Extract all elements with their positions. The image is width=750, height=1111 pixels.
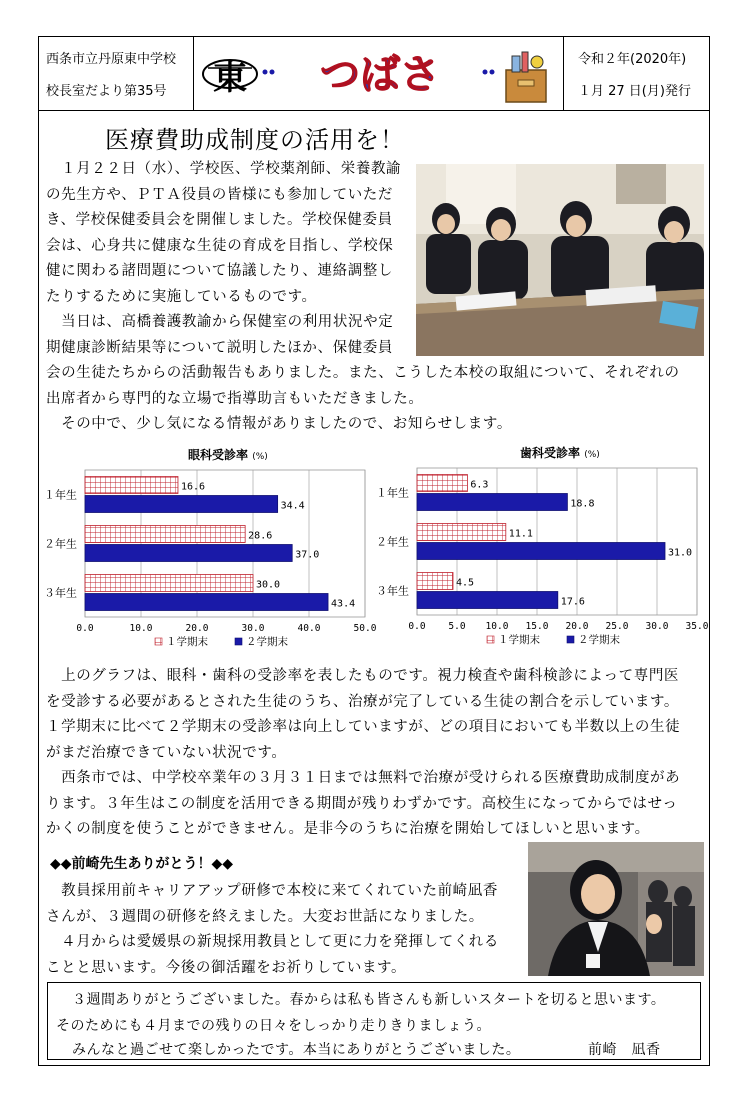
chart2-title — [520, 444, 600, 461]
chart2-unit: (%) — [584, 450, 600, 460]
school-name: 西条市立丹原東中学校 — [46, 52, 177, 67]
category-label: ２年生 — [376, 535, 409, 549]
chart1-title — [188, 446, 268, 463]
x-tick-label: 20.0 — [565, 621, 589, 632]
article-title: 医療費助成制度の活用を！ — [105, 126, 405, 154]
bar — [417, 494, 567, 511]
legend-swatch — [235, 638, 242, 645]
toolbox-icon — [506, 52, 546, 102]
paragraph-line: ４月からは愛媛県の新規採用教員として更に力を発揮してくれる — [46, 934, 499, 950]
farewell-message-box — [47, 982, 701, 1060]
article-paragraph-3 — [46, 664, 680, 843]
paragraph-line: 西条市では、中学校卒業年の３月３１日までは無料で治療が受けられる医療費助成制度があ — [46, 770, 681, 786]
era-date: 令和２年(2020年) — [578, 52, 687, 67]
paragraph-line: 当日は、高橋養護教諭から保健室の利用状況や定 — [46, 314, 394, 330]
newsletter-logo — [200, 42, 550, 106]
paragraph-line: き、学校保健委員会を開催しました。学校保健委員 — [46, 212, 393, 228]
article-paragraph-1 — [46, 157, 401, 361]
paragraph-line: がまだ治療できていない状況です。 — [46, 744, 287, 761]
bar — [85, 496, 278, 513]
paragraph-line: ります。３年生はこの制度を活用できる期間が残りわずかです。高校生になってからではせっ — [46, 795, 678, 812]
paragraph-line: 健に関わる諸問題について協議したり、連絡調整し — [46, 263, 394, 279]
x-tick-label: 30.0 — [645, 621, 669, 632]
paragraph-line: 期健康診断結果等について説明したほか、保健委員 — [46, 339, 394, 356]
bar — [417, 573, 453, 590]
x-tick-label: 10.0 — [129, 623, 153, 634]
chart1-unit: (%) — [252, 452, 268, 462]
paragraph-line: 教員採用前キャリアアップ研修で本校に来てくれていた前崎凪香 — [46, 883, 498, 899]
x-tick-label: 50.0 — [353, 623, 377, 634]
paragraph-line: 出席者から専門的な立場で指導助言もいただきました。 — [46, 390, 424, 407]
bar — [85, 545, 292, 562]
legend-swatch — [487, 636, 494, 643]
x-tick-label: 15.0 — [525, 621, 549, 632]
paragraph-line: さんが、３週間の研修を終えました。大変お世話になりました。 — [46, 908, 484, 925]
data-label: 11.1 — [508, 528, 533, 540]
bar — [85, 526, 245, 543]
category-label: ２年生 — [44, 537, 77, 551]
paragraph-line: 上のグラフは、眼科・歯科の受診率を表したものです。視力検査や歯科検診によって専門医 — [46, 668, 680, 684]
data-label: 18.8 — [570, 498, 595, 510]
classroom-photo — [416, 164, 704, 356]
data-label: 16.6 — [180, 481, 206, 493]
x-tick-label: 20.0 — [185, 623, 209, 634]
legend-label: １学期末 — [498, 634, 540, 646]
paragraph-line: を受診する必要があるとされた生徒のうち、治療が完了している生徒の割合を示しています。 — [46, 693, 680, 710]
category-label: ３年生 — [376, 584, 409, 598]
data-label: 28.6 — [248, 530, 273, 542]
category-label: ３年生 — [44, 586, 77, 600]
logo-kana: つばさ — [320, 52, 440, 98]
paragraph-line: たりするために実施しているものです。 — [46, 288, 317, 305]
issue-number: 校長室だより第35号 — [46, 84, 167, 99]
bar — [417, 524, 506, 541]
paragraph-line: 会は、心身共に健康な生徒の育成を目指し、学校保 — [46, 237, 394, 254]
section2-heading: ◆◆前崎先生ありがとう！◆◆ — [50, 856, 234, 872]
issue-date: １月 27 日(月)発行 — [578, 84, 691, 99]
data-label: 37.0 — [295, 549, 320, 561]
chart2-title-text: 歯科受診率 — [520, 446, 581, 460]
section2-paragraph — [46, 879, 499, 981]
dental-chart — [372, 460, 712, 660]
x-tick-label: 0.0 — [408, 621, 426, 632]
bar — [85, 594, 328, 611]
legend-swatch — [567, 636, 574, 643]
masthead-left — [38, 36, 194, 110]
paragraph-line: その中で、少し気になる情報がありましたので、お知らせします。 — [46, 416, 512, 432]
masthead-right — [563, 36, 710, 110]
paragraph-line: １月２２日（水）、学校医、学校薬剤師、栄養教諭 — [46, 161, 402, 177]
x-tick-label: 40.0 — [297, 623, 321, 634]
paragraph-line: 会の生徒たちからの活動報告もありました。また、こうした本校の取組について、それぞれの — [46, 365, 680, 381]
paragraph-line: １学期末に比べて２学期末の受診率は向上していますが、どの項目においても半数以上の生徒 — [46, 719, 681, 735]
message-signature: 前崎 凪香 — [588, 1042, 661, 1058]
masthead — [38, 36, 710, 111]
message-line-1: ３週間ありがとうございました。春からは私も皆さんも新しいスタートを切ると思います。 — [72, 992, 666, 1008]
bar — [417, 592, 558, 609]
paragraph-line: ことと思います。今後の御活躍をお祈りしています。 — [46, 959, 407, 976]
eye-chart — [40, 462, 380, 662]
message-line-2: そのためにも４月までの残りの日々をしっかり走りきりましょう。 — [56, 1018, 491, 1034]
bar — [85, 477, 178, 494]
bar — [417, 475, 467, 492]
legend-label: ２学期末 — [578, 634, 620, 646]
x-tick-label: 5.0 — [448, 621, 466, 632]
article-paragraph-2 — [46, 361, 680, 438]
data-label: 31.0 — [668, 547, 693, 559]
legend-swatch — [155, 638, 162, 645]
bar — [85, 575, 253, 592]
legend-label: １学期末 — [166, 636, 208, 648]
bar — [417, 543, 665, 560]
data-label: 43.4 — [331, 598, 356, 610]
data-label: 17.6 — [560, 596, 585, 608]
paragraph-line: かくの制度を使うことができません。是非今のうちに治療を開始してほしいと思います。 — [46, 821, 650, 837]
data-label: 34.4 — [280, 500, 305, 512]
legend-label: ２学期末 — [246, 636, 288, 648]
data-label: 4.5 — [456, 577, 475, 589]
teacher-photo — [528, 842, 704, 976]
chart1-title-text: 眼科受診率 — [188, 448, 249, 462]
x-tick-label: 0.0 — [76, 623, 94, 634]
x-tick-label: 30.0 — [241, 623, 265, 634]
x-tick-label: 25.0 — [605, 621, 629, 632]
logo-kanji: 東 — [213, 58, 247, 98]
message-line-3: みんなと過ごせて楽しかったです。本当にありがとうございました。 — [72, 1042, 521, 1058]
category-label: １年生 — [44, 488, 77, 502]
data-label: 6.3 — [470, 479, 489, 491]
category-label: １年生 — [376, 486, 409, 500]
paragraph-line: の先生方や、ＰＴＡ役員の皆様にも参加していただ — [46, 186, 394, 203]
data-label: 30.0 — [256, 579, 281, 591]
x-tick-label: 10.0 — [485, 621, 509, 632]
x-tick-label: 35.0 — [685, 621, 709, 632]
